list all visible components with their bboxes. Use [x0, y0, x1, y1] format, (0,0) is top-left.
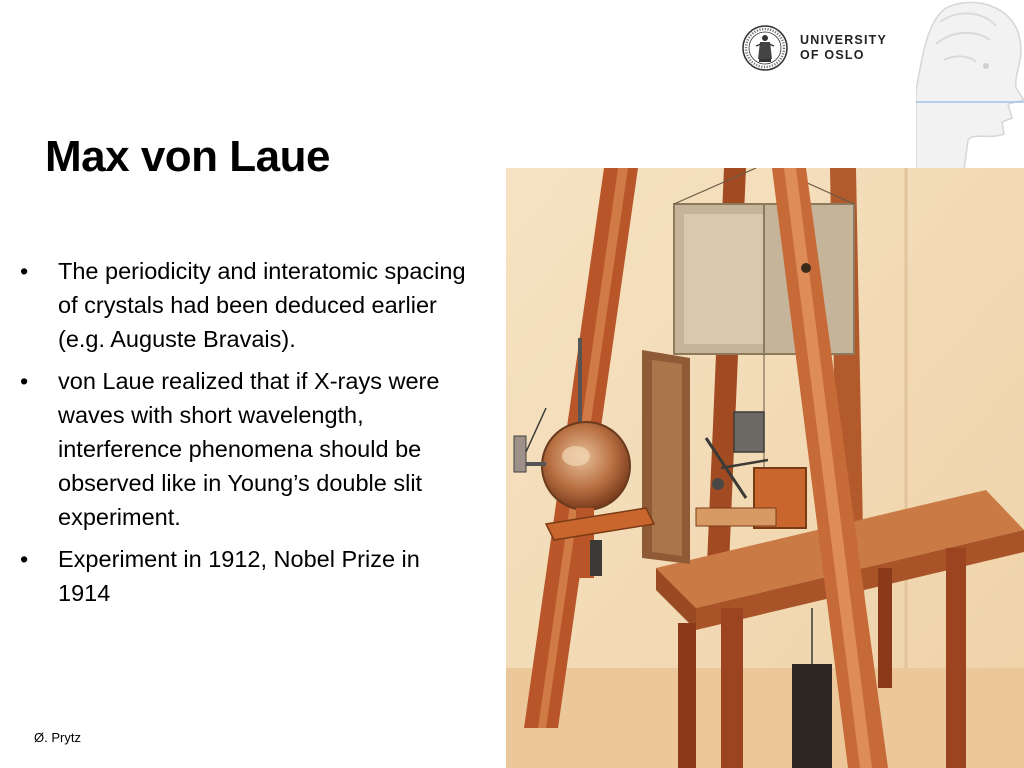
table-leg [721, 608, 743, 768]
university-seal-icon [742, 25, 788, 71]
slide-title: Max von Laue [45, 132, 330, 181]
university-name [800, 33, 887, 63]
table-leg [946, 548, 966, 768]
bullet-marker: • [20, 546, 29, 572]
bullet-item [18, 364, 478, 534]
bullet-item [18, 254, 478, 356]
university-name-line2: OF OSLO [800, 48, 865, 62]
university-name-line1: UNIVERSITY [800, 33, 888, 47]
footer-author: Ø. Prytz [34, 730, 81, 745]
bullet-text: von Laue realized that if X-rays were waves with short wavelength, interference phenomena should be observed like in Young’s double slit experiment. [58, 368, 440, 530]
bullet-text: The periodicity and interatomic spacing of crystals had been deduced earlier (e.g. Auguste Bravais). [58, 258, 466, 352]
bullet-text: Experiment in 1912, Nobel Prize in 1914 [58, 546, 420, 606]
table-leg [678, 623, 696, 768]
bullet-marker: • [20, 368, 29, 394]
weight-block [792, 664, 832, 768]
bullet-list [18, 254, 478, 618]
bullet-item [18, 542, 478, 610]
university-logo [742, 24, 912, 72]
apparatus-photo [506, 168, 1024, 768]
bullet-marker: • [20, 258, 29, 284]
decorative-head-icon [916, 0, 1024, 170]
xray-tube [542, 422, 630, 510]
